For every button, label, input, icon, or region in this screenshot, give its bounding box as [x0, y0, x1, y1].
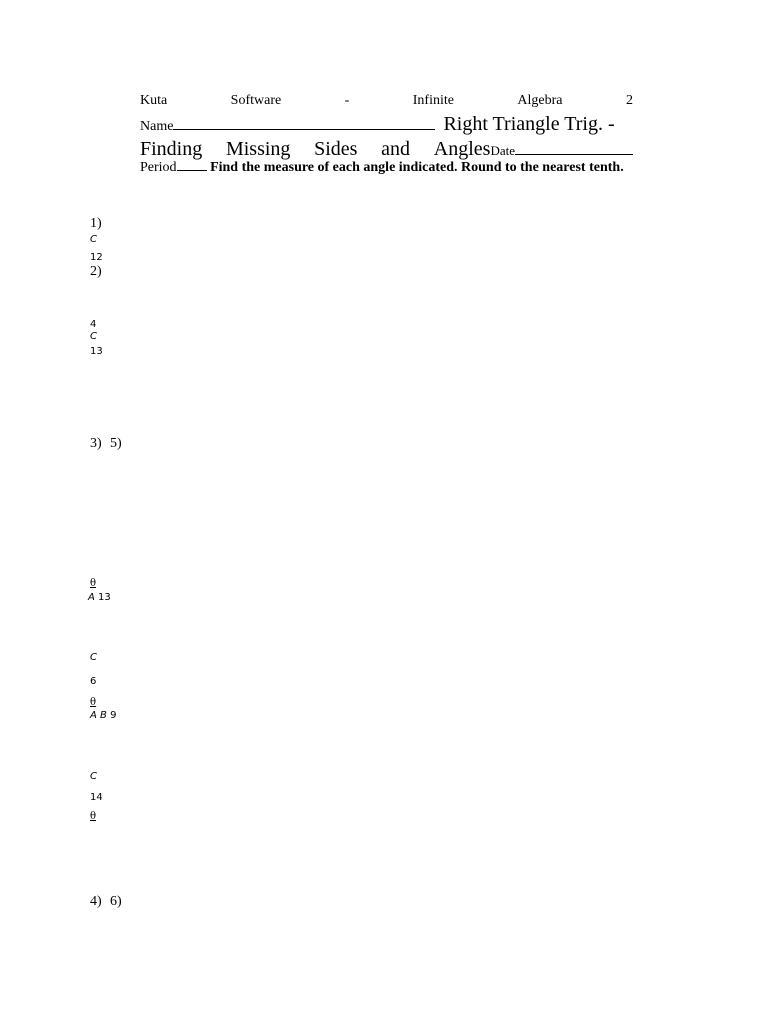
period-field[interactable] — [177, 158, 207, 171]
header-word: Software — [230, 93, 282, 108]
figure-label: 14 — [90, 792, 103, 803]
figure-label: 12 — [90, 252, 103, 263]
figure-label: C — [90, 331, 97, 342]
period-label: Period — [140, 160, 177, 175]
title-word: and — [381, 138, 411, 160]
figure-label: 13 — [98, 592, 111, 603]
figure-label: C — [90, 234, 97, 245]
title-word: Finding — [140, 138, 203, 160]
date-field[interactable] — [515, 141, 633, 155]
header-word: Kuta — [140, 93, 168, 108]
theta-label: θ — [90, 578, 97, 589]
header-word: - — [344, 93, 350, 108]
name-field[interactable] — [173, 115, 435, 130]
figure-label: 6 — [90, 676, 97, 687]
problem-number-4: 4) — [90, 894, 102, 909]
name-row — [140, 113, 615, 138]
figure-label-row — [90, 792, 103, 804]
problem-number-6: 6) — [110, 894, 122, 909]
theta-label: θ — [90, 811, 97, 822]
title-word: Missing — [225, 138, 291, 160]
name-label: Name — [140, 119, 174, 134]
problem-number-1: 1) — [90, 216, 102, 231]
title-word: Sides — [314, 138, 358, 160]
header-word: 2 — [625, 93, 633, 108]
worksheet-title-part1: Right Triangle Trig. - — [443, 113, 615, 135]
figure-label: A — [88, 592, 95, 603]
header-word: Algebra — [517, 93, 563, 108]
problem-number-2: 2) — [90, 264, 102, 279]
figure-label: 9 — [110, 710, 117, 721]
figure-label: C — [90, 771, 97, 782]
problem-number-3: 3) — [90, 436, 102, 451]
figure-label: C — [90, 652, 97, 663]
figure-label: A B — [90, 710, 107, 721]
date-label: Date — [490, 143, 515, 158]
figure-label-row — [90, 710, 116, 722]
instructions: Find the measure of each angle indicated. Round to the nearest tenth. — [210, 160, 624, 175]
figure-label-row — [88, 592, 111, 604]
theta-label: θ — [90, 697, 97, 708]
title-word: Angles — [433, 138, 491, 160]
figure-label: 13 — [90, 346, 103, 357]
problem-number-5: 5) — [110, 436, 122, 451]
period-row — [140, 158, 633, 176]
header-word: Infinite — [412, 93, 454, 108]
figure-label: 4 — [90, 319, 97, 330]
header-line-1 — [140, 92, 633, 110]
